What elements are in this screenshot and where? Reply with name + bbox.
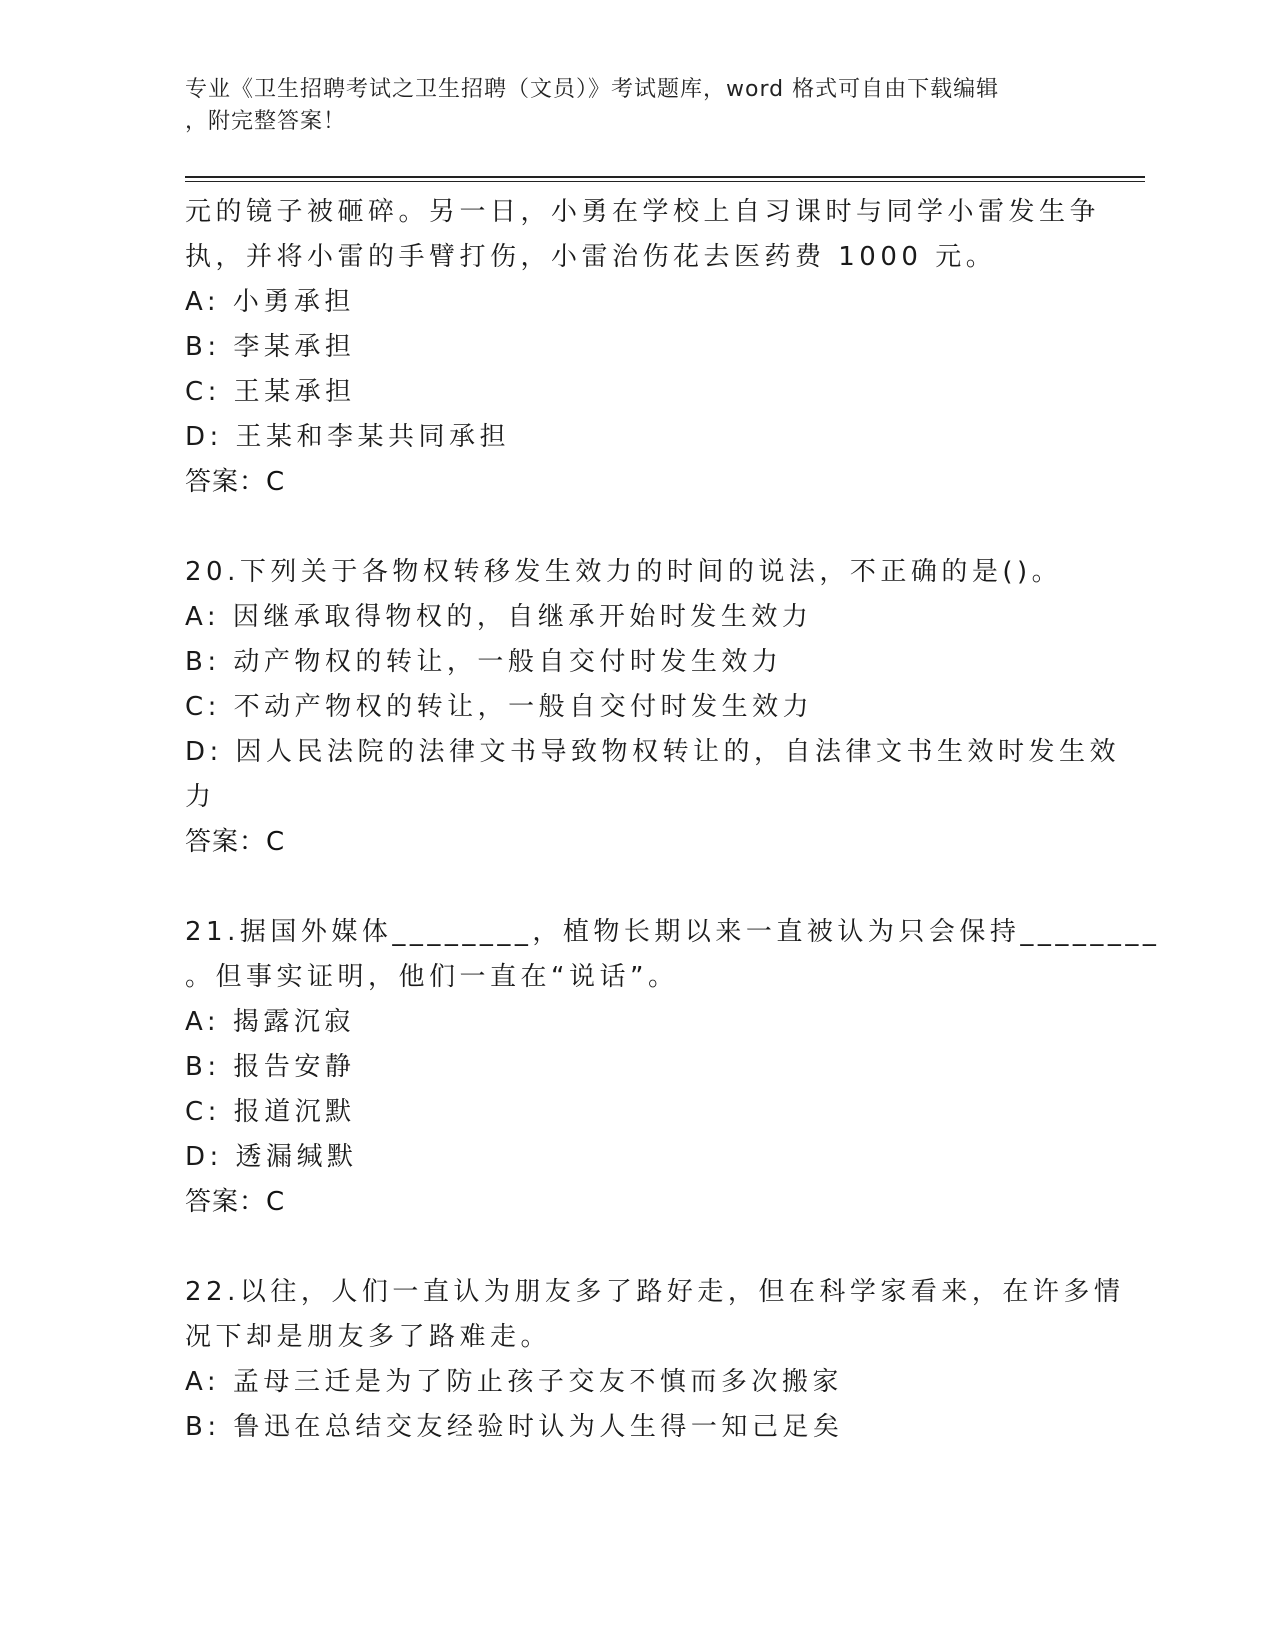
question-text-line: 况下却是朋友多了路难走。 [185, 1322, 552, 1352]
option-d: D: 王某和李某共同承担 [185, 422, 511, 452]
answer: 答案：C [185, 1187, 286, 1217]
option-d: D: 因人民法院的法律文书导致物权转让的，自法律文书生效时发生效 [185, 737, 1121, 767]
answer: 答案：C [185, 827, 286, 857]
question-text-line: 元的镜子被砸碎。另一日，小勇在学校上自习课时与同学小雷发生争 [185, 197, 1101, 227]
question-22 [185, 1270, 1125, 1450]
spacer [185, 1225, 1065, 1270]
question-text-line: 执，并将小雷的手臂打伤，小雷治伤花去医药费 1000 元。 [185, 242, 997, 272]
header-line-2: ，附完整答案！ [185, 109, 347, 134]
spacer [185, 505, 1065, 550]
option-b: B: 报告安静 [185, 1052, 356, 1082]
question-21 [185, 910, 1161, 1225]
document-header [185, 74, 1085, 138]
header-line-1: 专业《卫生招聘考试之卫生招聘（文员）》考试题库，word 格式可自由下载编辑 [185, 77, 1000, 102]
option-b: B: 李某承担 [185, 332, 356, 362]
question-text-line: 20.下列关于各物权转移发生效力的时间的说法，不正确的是()。 [185, 557, 1063, 587]
question-20 [185, 550, 1121, 865]
option-c: C: 报道沉默 [185, 1097, 356, 1127]
option-a: A: 揭露沉寂 [185, 1007, 355, 1037]
option-a: A: 孟母三迁是为了防止孩子交友不慎而多次搬家 [185, 1367, 843, 1397]
option-c: C: 王某承担 [185, 377, 356, 407]
option-c: C: 不动产物权的转让，一般自交付时发生效力 [185, 692, 814, 722]
option-a: A: 因继承取得物权的，自继承开始时发生效力 [185, 602, 813, 632]
option-b: B: 鲁迅在总结交友经验时认为人生得一知己足矣 [185, 1412, 844, 1442]
option-a: A: 小勇承担 [185, 287, 355, 317]
option-d-continued: 力 [185, 782, 216, 812]
spacer [185, 865, 1065, 910]
option-d: D: 透漏缄默 [185, 1142, 358, 1172]
question-text-line: 22.以往，人们一直认为朋友多了路好走，但在科学家看来，在许多情 [185, 1277, 1125, 1307]
option-b: B: 动产物权的转让，一般自交付时发生效力 [185, 647, 783, 677]
question-19 [185, 190, 1101, 505]
question-text-line: 。但事实证明，他们一直在“说话”。 [185, 962, 679, 992]
question-text-line: 21.据国外媒体________，植物长期以来一直被认为只会保持________ [185, 917, 1161, 947]
question-content [185, 190, 1161, 1450]
answer: 答案：C [185, 467, 286, 497]
header-divider [185, 176, 1145, 178]
